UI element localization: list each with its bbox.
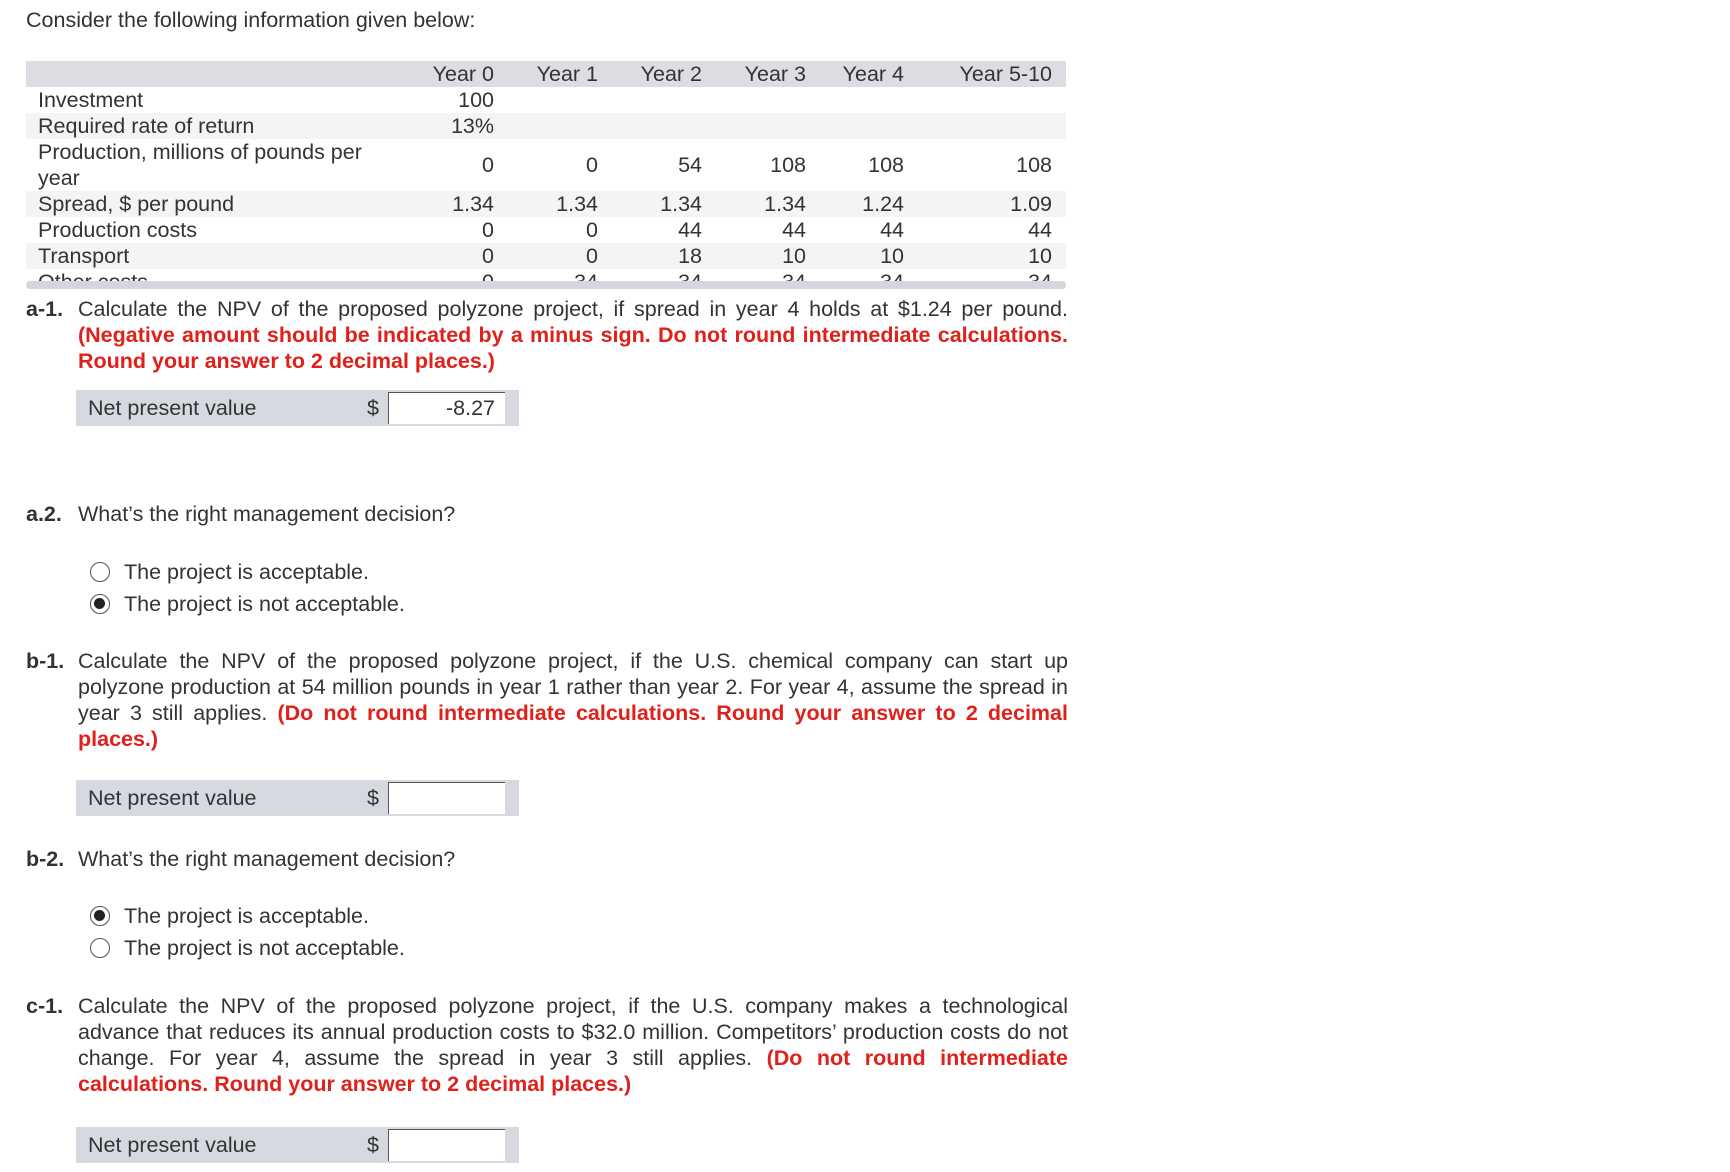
question-text: What’s the right management decision? — [78, 502, 456, 526]
radio-button[interactable] — [90, 594, 110, 614]
table-row — [26, 217, 1066, 243]
table-cell: 44 — [782, 218, 806, 242]
npv-input-b1[interactable] — [388, 782, 505, 814]
npv-input-a1[interactable]: -8.27 — [388, 392, 505, 424]
question-instruction: (Do not round intermediate calculations. Round your answer to 2 decimal places.) — [78, 1046, 1068, 1096]
table-cell — [918, 87, 1066, 113]
question-text: What’s the right management decision? — [78, 847, 456, 871]
answer-label: Net present value — [88, 786, 257, 810]
table-cell: 13% — [450, 114, 494, 138]
question-number: a-1. — [26, 297, 64, 321]
table-cell — [606, 87, 710, 113]
table-cell: 1.09 — [1010, 192, 1052, 216]
table-cell — [502, 87, 606, 113]
table-cell — [710, 113, 814, 139]
table-cell — [814, 87, 918, 113]
table-cell: 0 — [586, 244, 598, 268]
row-label: Production costs — [38, 218, 197, 242]
table-cell: 100 — [458, 88, 494, 112]
answer-row-c1 — [76, 1127, 519, 1163]
header-year: Year 0 — [398, 61, 502, 87]
row-label: Spread, $ per pound — [38, 192, 235, 216]
table-cell — [814, 113, 918, 139]
question-instruction: (Do not round intermediate calculations. Round your answer to 2 decimal places.) — [78, 701, 1068, 751]
row-label: Investment — [38, 88, 144, 112]
table-cell: 10 — [782, 244, 806, 268]
answer-label: Net present value — [88, 1133, 257, 1157]
question-text: Calculate the NPV of the proposed polyzone project, if the U.S. company makes a technological advance that reduces its annual production costs to $32.0 million. Competitors’ production costs do not change. For year 4, assume the spread in year 3 still applies. — [78, 994, 1068, 1070]
table-row — [26, 191, 1066, 217]
table-row — [26, 113, 1066, 139]
question-b1 — [26, 648, 1068, 752]
table-row — [26, 243, 1066, 269]
question-number: b-1. — [26, 649, 65, 673]
table-cell — [502, 113, 606, 139]
radio-button[interactable] — [90, 938, 110, 958]
table-cell: 1.34 — [452, 192, 494, 216]
table-cell: 108 — [1016, 153, 1052, 177]
table-cell: 0 — [586, 218, 598, 242]
currency-sign: $ — [367, 396, 379, 420]
question-c1 — [26, 993, 1068, 1097]
table-row — [26, 139, 1066, 191]
table-cell — [710, 87, 814, 113]
table-cell: 0 — [482, 218, 494, 242]
table-row — [26, 87, 1066, 113]
radio-option-not-acceptable-a2[interactable] — [90, 589, 405, 619]
radio-label: The project is acceptable. — [124, 904, 369, 928]
table-cell: 1.34 — [764, 192, 806, 216]
intro-text: Consider the following information given below: — [26, 8, 476, 32]
table-cell — [918, 113, 1066, 139]
table-cell: 10 — [1028, 244, 1052, 268]
header-year: Year 3 — [710, 61, 814, 87]
header-year: Year 4 — [814, 61, 918, 87]
answer-label: Net present value — [88, 396, 257, 420]
question-a2 — [26, 501, 1068, 527]
table-cell: 0 — [586, 153, 598, 177]
row-label: Required rate of return — [38, 114, 255, 138]
question-instruction: (Negative amount should be indicated by a minus sign. Do not round intermediate calculations. Round your answer to 2 decimal places.) — [78, 323, 1068, 373]
header-year: Year 5-10 — [918, 61, 1066, 87]
question-number: c-1. — [26, 994, 64, 1018]
question-a1 — [26, 296, 1068, 374]
table-cell: 1.34 — [556, 192, 598, 216]
table-header-row — [26, 61, 1066, 87]
table-bottom-bar — [26, 281, 1066, 289]
data-table — [26, 61, 1066, 295]
radio-option-acceptable-a2[interactable] — [90, 557, 369, 587]
radio-option-not-acceptable-b2[interactable] — [90, 933, 405, 963]
table-cell: 44 — [678, 218, 702, 242]
header-year: Year 2 — [606, 61, 710, 87]
question-text: Calculate the NPV of the proposed polyzone project, if the U.S. chemical company can start up polyzone production at 54 million pounds in year 1 rather than year 2. For year 4, assume the spread in year 3 still applies. — [78, 649, 1068, 725]
table-cell: 1.34 — [660, 192, 702, 216]
table-cell: 1.24 — [862, 192, 904, 216]
table-cell — [606, 113, 710, 139]
table-cell: 10 — [880, 244, 904, 268]
question-text: Calculate the NPV of the proposed polyzone project, if spread in year 4 holds at $1.24 per pound. — [78, 297, 1068, 321]
npv-input-c1[interactable] — [388, 1129, 505, 1161]
radio-label: The project is acceptable. — [124, 560, 369, 584]
question-b2 — [26, 846, 1068, 872]
question-number: b-2. — [26, 847, 65, 871]
header-year: Year 1 — [502, 61, 606, 87]
answer-row-a1 — [76, 390, 519, 426]
radio-option-acceptable-b2[interactable] — [90, 901, 369, 931]
currency-sign: $ — [367, 786, 379, 810]
radio-button[interactable] — [90, 562, 110, 582]
row-label: Transport — [38, 244, 130, 268]
table-cell: 0 — [482, 244, 494, 268]
table-cell: 54 — [678, 153, 702, 177]
radio-label: The project is not acceptable. — [124, 936, 405, 960]
table-cell: 44 — [1028, 218, 1052, 242]
radio-label: The project is not acceptable. — [124, 592, 405, 616]
table-cell: 108 — [868, 153, 904, 177]
row-label: Production, millions of pounds per year — [38, 140, 362, 190]
table-cell: 18 — [678, 244, 702, 268]
table-cell: 44 — [880, 218, 904, 242]
question-number: a.2. — [26, 502, 62, 526]
table-cell: 108 — [770, 153, 806, 177]
radio-button[interactable] — [90, 906, 110, 926]
header-corner — [26, 61, 398, 87]
answer-row-b1 — [76, 780, 519, 816]
currency-sign: $ — [367, 1133, 379, 1157]
table-cell: 0 — [482, 153, 494, 177]
